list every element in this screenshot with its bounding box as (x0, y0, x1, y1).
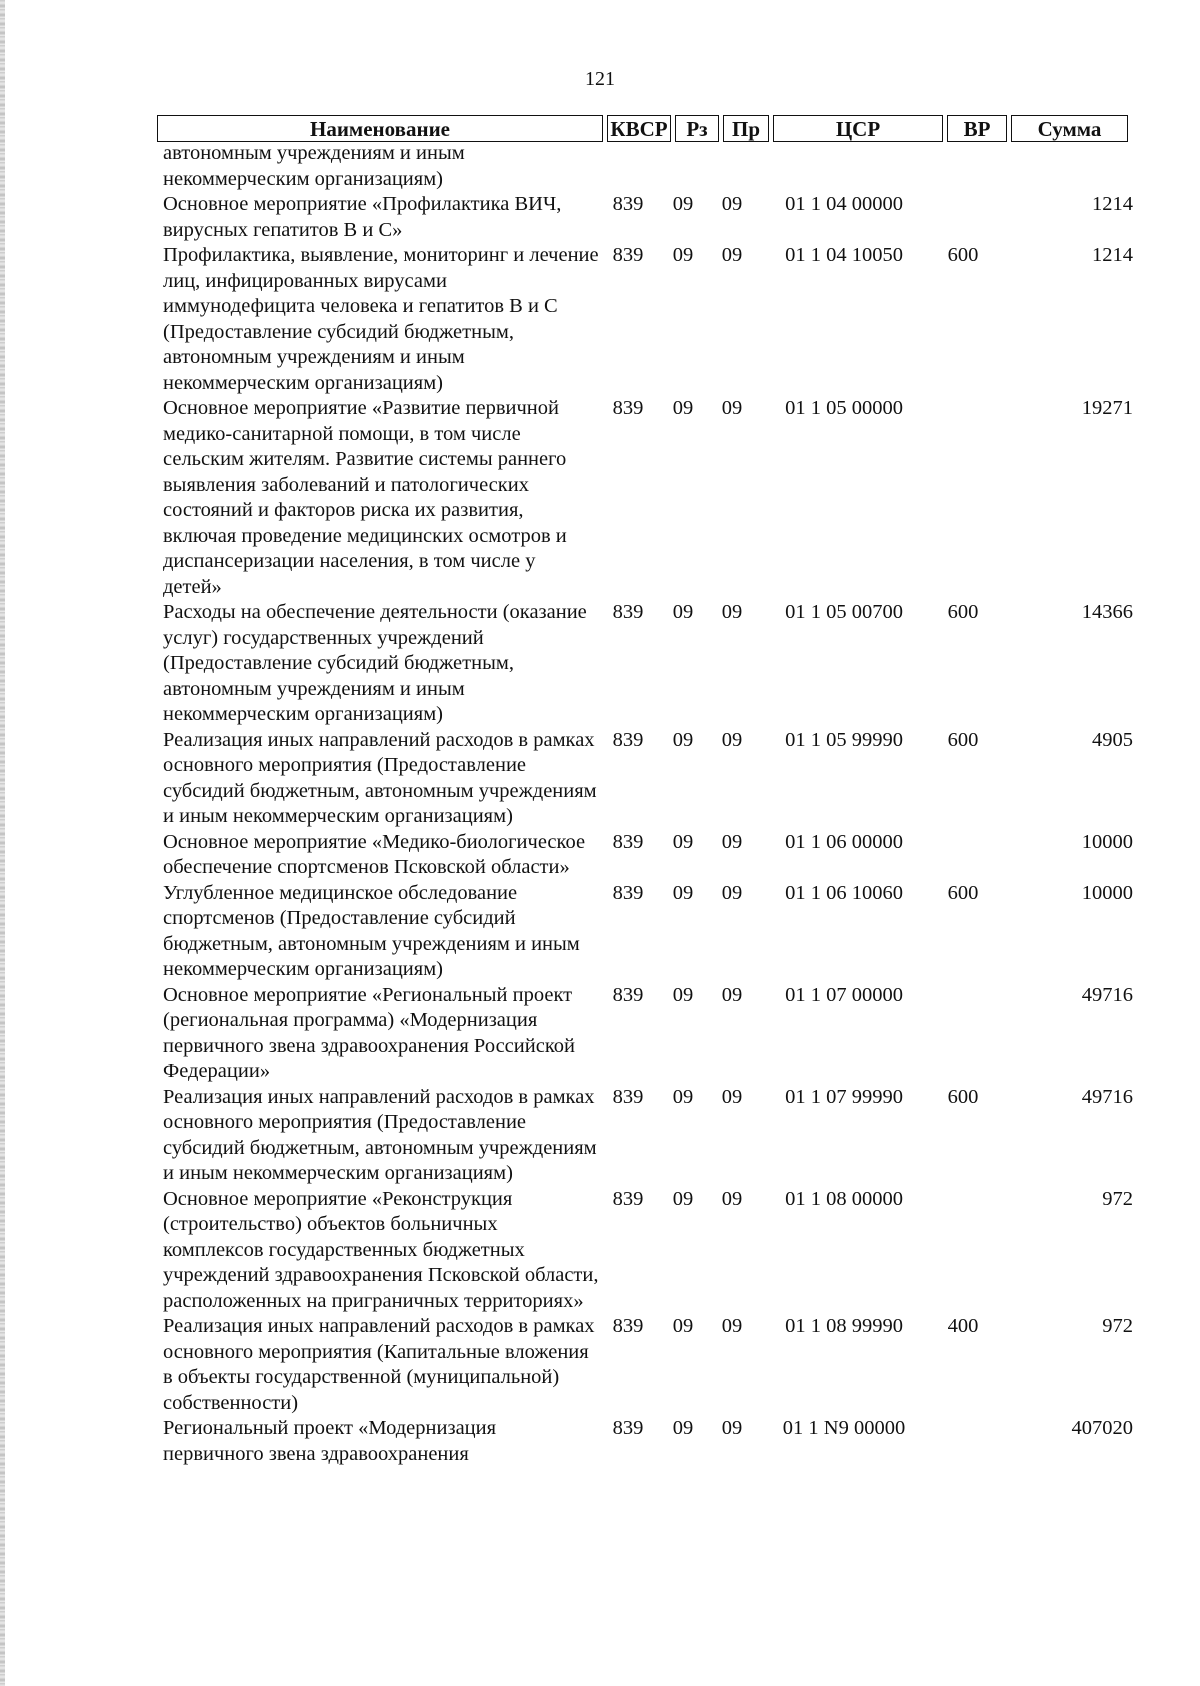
table-row (163, 1416, 1133, 1467)
cell-rz: 09 (672, 728, 694, 751)
table-row (163, 1187, 1133, 1315)
cell-sum: 14366 (1081, 601, 1133, 623)
cell-sum: 972 (1102, 1187, 1133, 1210)
cell-kvsr: 839 (612, 1417, 644, 1439)
cell-vr: 600 (947, 1085, 979, 1108)
cell-kvsr: 839 (612, 193, 644, 215)
table-row (163, 830, 1133, 881)
cell-name: Реализация иных направлений расходов в рамках основного мероприятия (Предоставление субсидий бюджетным, автономным учреждениям и иным некоммерческим организациям) (163, 1085, 597, 1184)
cell-name: Основное мероприятие «Региональный проект (региональная программа) «Модернизация первичного звена здравоохранения Российской Федерации» (163, 983, 575, 1082)
column-header-name: Наименование (157, 115, 603, 142)
cell-vr (933, 983, 993, 1085)
cell-vr (933, 1187, 993, 1315)
cell-rz: 09 (672, 881, 694, 904)
cell-csr: 01 1 07 00000 (785, 983, 903, 1006)
cell-kvsr: 839 (612, 244, 644, 266)
cell-sum: 407020 (1071, 1417, 1133, 1439)
table-row (163, 192, 1133, 243)
cell-rz: 09 (672, 1085, 694, 1108)
cell-csr: 01 1 06 10060 (785, 881, 903, 904)
cell-kvsr: 839 (612, 881, 644, 904)
cell-name: Реализация иных направлений расходов в рамках основного мероприятия (Капитальные вложения в объекты государственной (муниципальной) собственности) (163, 1315, 595, 1414)
cell-csr: 01 1 07 99990 (785, 1085, 903, 1108)
cell-csr: 01 1 N9 00000 (782, 1417, 906, 1439)
cell-sum: 10000 (1081, 881, 1133, 904)
column-header-vr: ВР (947, 115, 1007, 142)
cell-name: Региональный проект «Модернизация первичного звена здравоохранения (163, 1417, 497, 1465)
cell-name: Основное мероприятие «Медико-биологическое обеспечение спортсменов Псковской области» (163, 830, 586, 878)
column-header-sum: Сумма (1011, 115, 1128, 142)
cell-kvsr: 839 (612, 830, 644, 853)
cell-rz: 09 (672, 830, 694, 853)
cell-csr: 01 1 08 00000 (785, 1187, 903, 1210)
cell-csr: 01 1 05 00700 (785, 601, 903, 623)
cell-name: Профилактика, выявление, мониторинг и лечение лиц, инфицированных вирусами иммунодефицита человека и гепатитов В и С (Предоставление субсидий бюджетным, автономным учреждениям и иным некоммерческим организациям) (163, 244, 599, 394)
cell-rz: 09 (672, 1187, 694, 1210)
column-header-pr: Пр (723, 115, 769, 142)
cell-sum: 10000 (1081, 830, 1133, 853)
cell-sum: 1214 (1092, 244, 1133, 266)
cell-rz: 09 (672, 601, 694, 623)
cell-kvsr: 839 (612, 728, 644, 751)
cell-vr (933, 192, 993, 243)
cell-vr: 600 (947, 601, 979, 623)
cell-rz: 09 (672, 983, 694, 1006)
cell-csr: 01 1 05 99990 (785, 728, 903, 751)
cell-name: Основное мероприятие «Профилактика ВИЧ, вирусных гепатитов В и С» (163, 193, 562, 241)
cell-sum: 1214 (1092, 193, 1133, 215)
cell-sum: 49716 (1081, 983, 1133, 1006)
cell-name: автономным учреждениям и иным некоммерческим организациям) (163, 142, 465, 190)
table-row (163, 243, 1133, 396)
cell-pr: 09 (721, 1187, 743, 1210)
cell-kvsr (599, 141, 657, 192)
cell-pr: 09 (721, 601, 743, 623)
cell-pr (709, 141, 755, 192)
cell-sum: 972 (1102, 1315, 1133, 1337)
cell-csr: 01 1 05 00000 (785, 397, 903, 419)
table-row (163, 600, 1133, 728)
cell-rz: 09 (672, 1417, 694, 1439)
cell-kvsr: 839 (612, 601, 644, 623)
cell-vr (933, 1416, 993, 1467)
cell-name: Расходы на обеспечение деятельности (оказание услуг) государственных учреждений (Предоставление субсидий бюджетным, автономным учреждениям и иным некоммерческим организациям) (163, 601, 587, 725)
cell-name: Реализация иных направлений расходов в рамках основного мероприятия (Предоставление субсидий бюджетным, автономным учреждениям и иным некоммерческим организациям) (163, 728, 597, 827)
table-header (153, 115, 1132, 142)
table-row (163, 396, 1133, 600)
cell-pr: 09 (721, 1417, 743, 1439)
cell-kvsr: 839 (612, 1315, 644, 1337)
table-row (163, 983, 1133, 1085)
budget-table (163, 141, 1133, 1467)
cell-vr (933, 830, 993, 881)
cell-vr: 600 (947, 244, 979, 266)
table-row (163, 881, 1133, 983)
table-row (163, 141, 1133, 192)
cell-sum: 4905 (1092, 728, 1133, 751)
cell-vr (933, 396, 993, 600)
table-row (163, 728, 1133, 830)
cell-pr: 09 (721, 244, 743, 266)
cell-pr: 09 (721, 1085, 743, 1108)
cell-kvsr: 839 (612, 1187, 644, 1210)
page-number: 121 (585, 68, 615, 90)
cell-pr: 09 (721, 983, 743, 1006)
column-header-rz: Рз (675, 115, 719, 142)
cell-kvsr: 839 (612, 397, 644, 419)
column-header-csr: ЦСР (773, 115, 943, 142)
cell-rz (657, 141, 709, 192)
cell-name: Основное мероприятие «Развитие первичной медико-санитарной помощи, в том числе сельским жителям. Развитие системы раннего выявления заболеваний и патологических состояний и факторов риска их развития, включая проведение медицинских осмотров и диспансеризации населения, в том числе у детей» (163, 397, 567, 598)
cell-csr (755, 141, 933, 192)
cell-pr: 09 (721, 1315, 743, 1337)
cell-pr: 09 (721, 397, 743, 419)
table-row (163, 1085, 1133, 1187)
cell-sum: 49716 (1081, 1085, 1133, 1108)
column-header-kvsr: КВСР (607, 115, 671, 142)
cell-vr: 400 (947, 1315, 979, 1337)
cell-csr: 01 1 08 99990 (785, 1315, 903, 1337)
cell-sum: 19271 (1081, 397, 1133, 419)
cell-vr: 600 (947, 881, 979, 904)
cell-vr: 600 (947, 728, 979, 751)
cell-name: Основное мероприятие «Реконструкция (строительство) объектов больничных комплексов государственных бюджетных учреждений здравоохранения Псковской области, расположенных на приграничных территориях» (163, 1187, 599, 1312)
cell-pr: 09 (721, 881, 743, 904)
cell-kvsr: 839 (612, 983, 644, 1006)
cell-rz: 09 (672, 1315, 694, 1337)
table-body (163, 141, 1133, 1467)
cell-csr: 01 1 04 00000 (785, 193, 903, 215)
cell-vr (933, 141, 993, 192)
cell-rz: 09 (672, 397, 694, 419)
scan-edge (0, 0, 5, 1686)
cell-rz: 09 (672, 193, 694, 215)
cell-rz: 09 (672, 244, 694, 266)
cell-pr: 09 (721, 728, 743, 751)
cell-sum (993, 141, 1133, 192)
cell-pr: 09 (721, 830, 743, 853)
table-row (163, 1314, 1133, 1416)
cell-csr: 01 1 06 00000 (785, 830, 903, 853)
cell-kvsr: 839 (612, 1085, 644, 1108)
cell-name: Углубленное медицинское обследование спортсменов (Предоставление субсидий бюджетным, автономным учреждениям и иным некоммерческим организациям) (163, 881, 580, 980)
cell-csr: 01 1 04 10050 (785, 244, 903, 266)
cell-pr: 09 (721, 193, 743, 215)
